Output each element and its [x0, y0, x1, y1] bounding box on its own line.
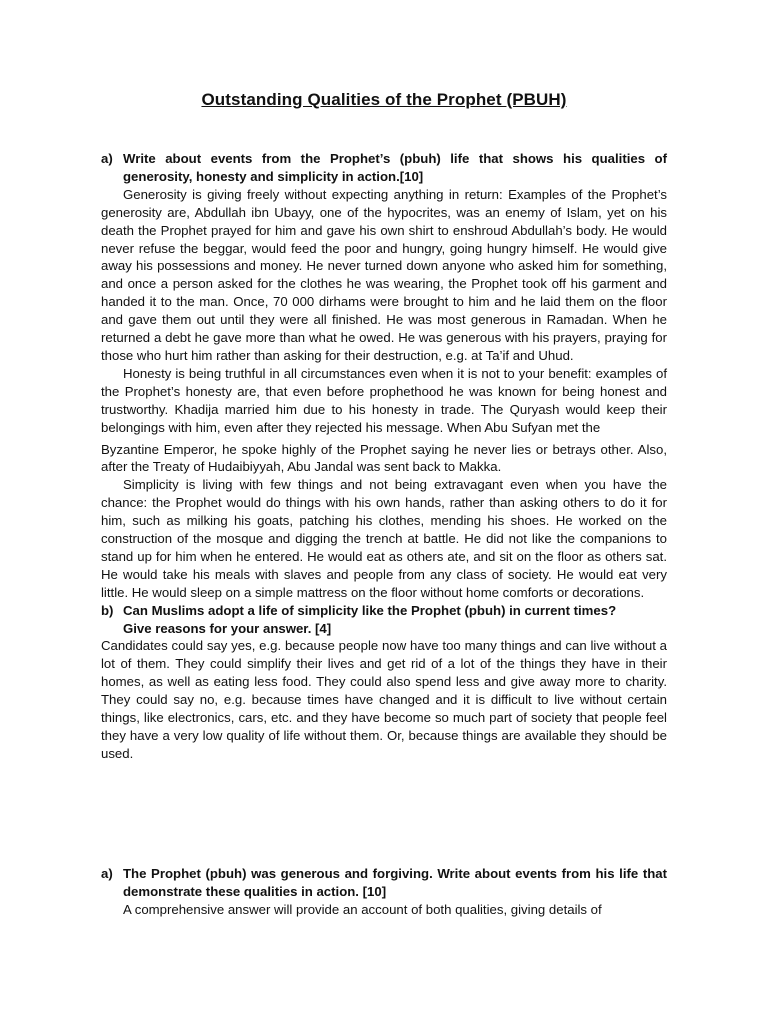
- question-a-number: a): [101, 151, 113, 166]
- question-a-text: Write about events from the Prophet’s (pbuh) life that shows his qualities of generosity, honesty and simplicity in action.[10]: [123, 151, 667, 184]
- paragraph-generosity: Generosity is giving freely without expecting anything in return: Examples of the Prophet’s generosity are, Abdullah ibn Ubayy, one of the hypocrites, was an enemy of Islam, yet on his death the Prophet prayed for him and gave his own shirt to enshroud Abdullah’s body. He would never refuse the beggar, would feed the poor and hungry, going hungry himself. He would give away his possessions and money. He never turned down anyone who asked him for something, and once a person asked for the clothes he was wearing, the Prophet took off his garment and handed it to the man. Once, 70 000 dirhams were brought to him and he laid them on the floor and gave them out until they were all finished. He was most generous in Ramadan. When he returned a debt he gave more than what he owed. He was generous with his prayers, praying for those who hurt him rather than asking for their destruction, e.g. at Ta’if and Uhud.: [101, 186, 667, 363]
- section-1: [101, 150, 667, 763]
- question-a-second-number: a): [101, 866, 113, 881]
- question-a: [101, 150, 667, 186]
- question-b-line1: Can Muslims adopt a life of simplicity like the Prophet (pbuh) in current times?: [123, 602, 617, 618]
- question-b: [101, 602, 667, 638]
- question-a-second-text: The Prophet (pbuh) was generous and forgiving. Write about events from his life that demonstrate these qualities in action. [10]: [123, 866, 667, 899]
- section-2: [101, 865, 667, 919]
- page-title: Outstanding Qualities of the Prophet (PBUH): [201, 90, 567, 109]
- question-b-number: b): [101, 602, 114, 618]
- answer-b: Candidates could say yes, e.g. because people now have too many things and can live without a lot of them. They could simplify their lives and get rid of a lot of the things they have in their homes, as well as eating less food. They could also spend less and give away more to charity. They could say no, e.g. because times have changed and it is difficult to live without certain things, like electronics, cars, etc. and they have become so much part of society that people feel they have a very low quality of life without them. Or, because things are available they should be used.: [101, 638, 667, 761]
- answer-a-second: A comprehensive answer will provide an account of both qualities, giving details of: [123, 901, 602, 917]
- question-b-line2: Give reasons for your answer. [4]: [123, 620, 332, 636]
- question-a-second: [101, 865, 667, 901]
- paragraph-honesty-part1: Honesty is being truthful in all circumstances even when it is not to your benefit: examples of the Prophet’s honesty are, that even before prophethood he was known for being honest and trustworthy. Khadija married him due to his honesty in trade. The Quryash would keep their belongings with him, even after they rejected his message. When Abu Sufyan met the: [101, 365, 667, 435]
- paragraph-honesty-part2: Byzantine Emperor, he spoke highly of the Prophet saying he never lies or betrays other. Also, after the Treaty of Hudaibiyyah, Abu Jandal was sent back to Makka.: [101, 441, 667, 475]
- paragraph-simplicity: Simplicity is living with few things and not being extravagant even when you have the chance: the Prophet would do things with his own hands, rather than asking others to do it for him, such as milking his goats, patching his clothes, mending his shoes. He worked on the construction of the mosque and digging the trench at battle. He did not like the companions to stand up for him when he entered. He would eat as others ate, and sit on the floor as others sat. He would take his meals with slaves and people from any class of society. He would eat very little. He would sleep on a simple mattress on the floor without home comforts or decorations.: [101, 477, 667, 600]
